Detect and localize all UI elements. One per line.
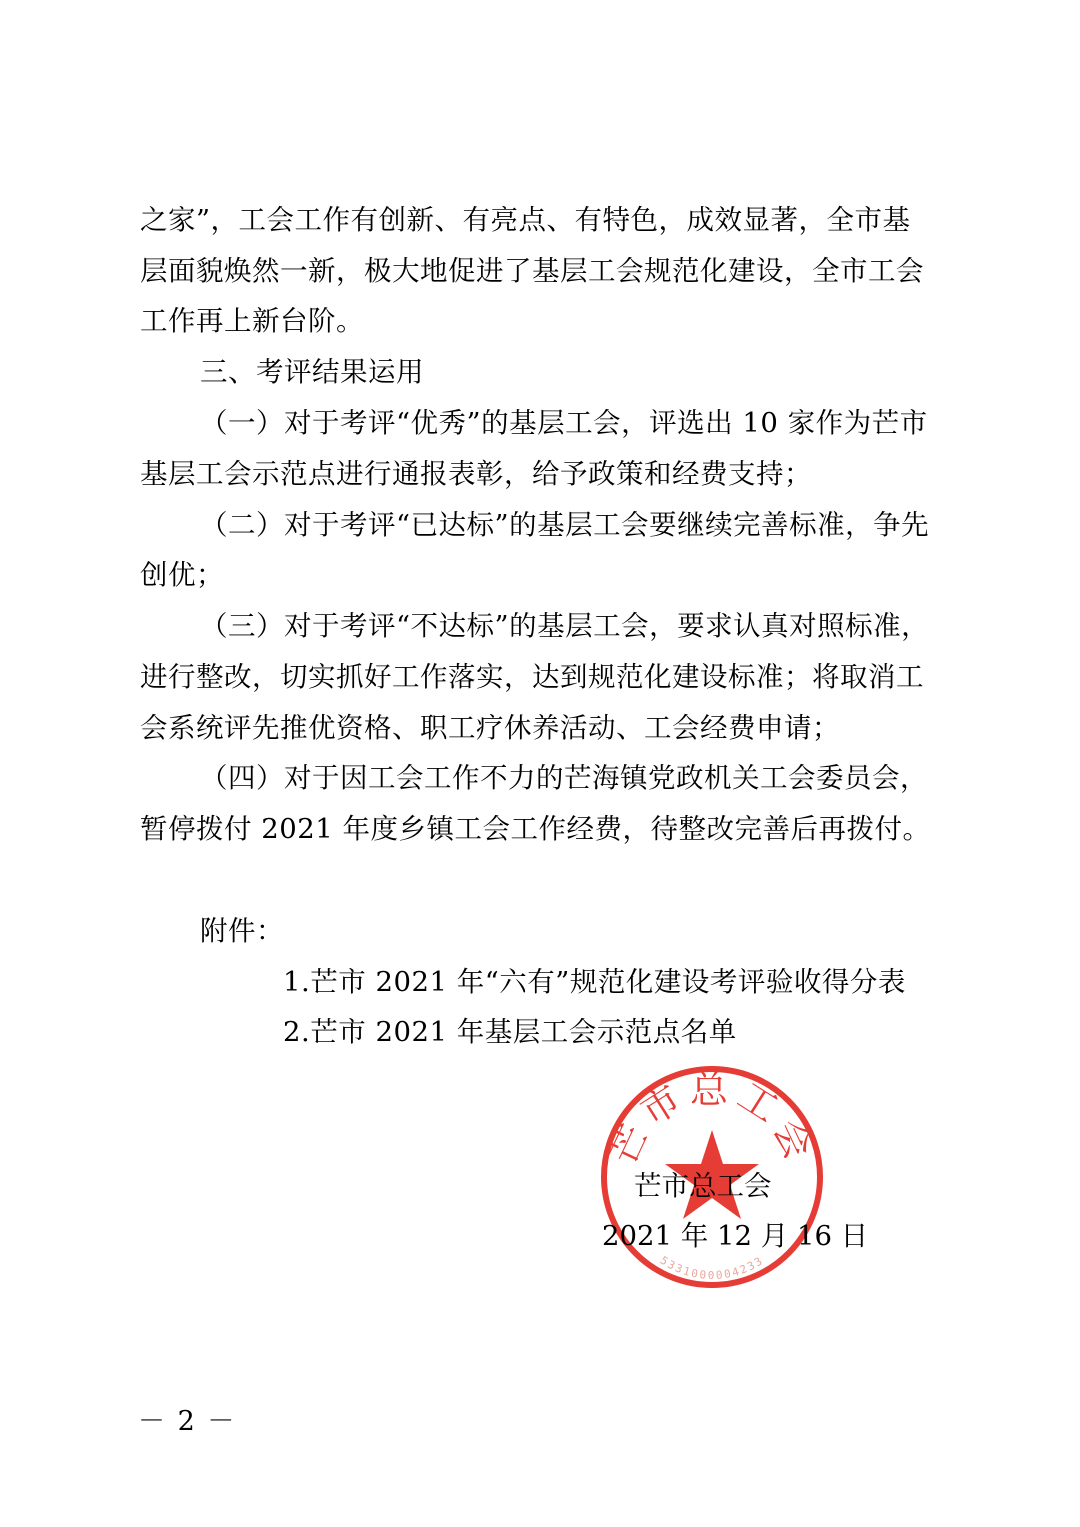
item-4-line-1: （四）对于因工会工作不力的芒海镇党政机关工会委员会，: [200, 762, 928, 794]
page-number: － 2 －: [138, 1406, 237, 1437]
body-line-3: 工作再上新台阶。: [140, 305, 364, 337]
body-line-2: 层面貌焕然一新，极大地促进了基层工会规范化建设，全市工会: [140, 255, 924, 287]
svg-text:芒市总工会: 芒市总工会: [602, 1069, 822, 1172]
item-3-line-1: （三）对于考评“不达标”的基层工会，要求认真对照标准，: [200, 610, 930, 642]
item-1-line-1: （一）对于考评“优秀”的基层工会，评选出 10 家作为芒市: [200, 407, 928, 439]
section-3-heading: 三、考评结果运用: [200, 356, 424, 388]
item-4-line-2: 暂停拨付 2021 年度乡镇工会工作经费，待整改完善后再拨付。: [140, 813, 931, 845]
attachments-label: 附件：: [200, 915, 284, 947]
body-line-1: 之家”，工会工作有创新、有亮点、有特色，成效显著，全市基: [140, 204, 911, 236]
svg-text:5331000004233: 5331000004233: [657, 1253, 767, 1282]
item-1-line-2: 基层工会示范点进行通报表彰，给予政策和经费支持；: [140, 458, 812, 490]
signature-date: 2021 年 12 月 16 日: [602, 1220, 869, 1252]
attachment-item-2: 2.芒市 2021 年基层工会示范点名单: [283, 1016, 737, 1048]
item-2-line-1: （二）对于考评“已达标”的基层工会要继续完善标准，争先: [200, 509, 930, 541]
item-3-line-2: 进行整改，切实抓好工作落实，达到规范化建设标准；将取消工: [140, 661, 924, 693]
item-3-line-3: 会系统评先推优资格、职工疗休养活动、工会经费申请；: [140, 712, 840, 744]
attachment-item-1: 1.芒市 2021 年“六有”规范化建设考评验收得分表: [283, 966, 906, 998]
item-2-line-2: 创优；: [140, 559, 224, 591]
signature-organization: 芒市总工会: [634, 1170, 772, 1202]
